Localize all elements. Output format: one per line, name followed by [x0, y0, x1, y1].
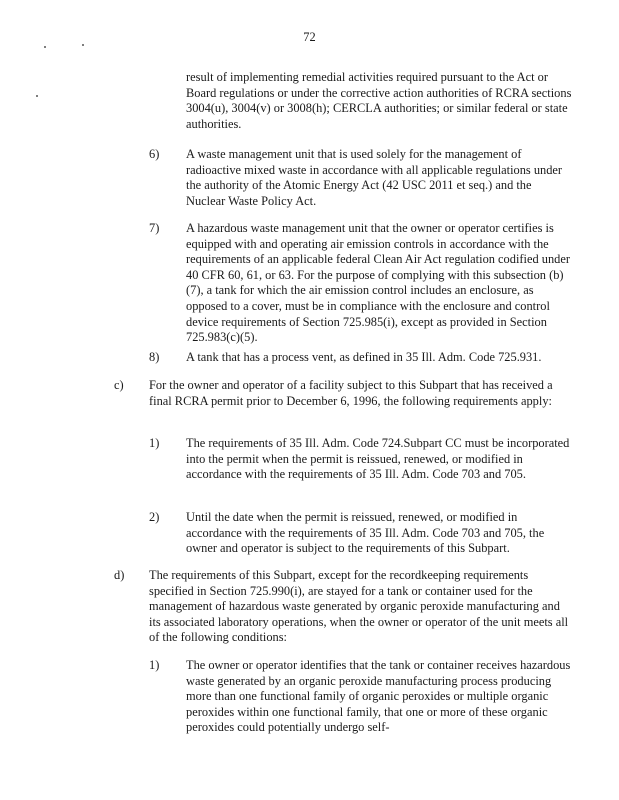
item-marker: 7) [149, 221, 160, 235]
item-text: The requirements of 35 Ill. Adm. Code 724.Subpart CC must be incorporated into the permit when the permit is reissued, renewed, or modified in accordance with the requirements of 35 Ill. Adm. Code 703 and 705. [186, 436, 570, 482]
item-text: A tank that has a process vent, as defined in 35 Ill. Adm. Code 725.931. [186, 350, 542, 364]
item-text: The owner or operator identifies that the tank or container receives hazardous waste generated by an organic peroxide manufacturing process producing more than one functional family of organic peroxides or multiple organic peroxides within one functional family, that one or more of these organic peroxides could potentially undergo self- [186, 658, 571, 735]
scan-speck [36, 95, 38, 97]
item-marker: 6) [149, 147, 160, 161]
section-marker: d) [114, 568, 125, 582]
section-text: The requirements of this Subpart, except for the recordkeeping requirements specified in Section 725.990(i), are stayed for a tank or container used for the management of hazardous waste generated by organic peroxide manufacturing and its associated laboratory operations, when the owner or operator of the unit meets all of the following conditions: [149, 568, 569, 645]
continuation-text: result of implementing remedial activities required pursuant to the Act or Board regulations or under the corrective action authorities of RCRA sections 3004(u), 3004(v) or 3008(h); CERCLA authorities; or similar federal or state authorities. [186, 70, 572, 131]
scan-speck [44, 46, 46, 48]
item-marker: 2) [149, 510, 160, 524]
section-text: For the owner and operator of a facility subject to this Subpart that has received a final RCRA permit prior to December 6, 1996, the following requirements apply: [149, 378, 553, 408]
page-number: 72 [303, 30, 316, 44]
continuation-paragraph [186, 70, 572, 132]
section-marker: c) [114, 378, 124, 392]
item-marker: 1) [149, 436, 160, 450]
item-text: Until the date when the permit is reissued, renewed, or modified in accordance with the requirements of 35 Ill. Adm. Code 703 and 705, the owner and operator is subject to the requirements of this Subpart. [186, 510, 545, 556]
item-marker: 8) [149, 350, 160, 364]
item-text: A hazardous waste management unit that the owner or operator certifies is equipped with and operating air emission controls in accordance with the requirements of an applicable federal Clean Air Act regulation codified under 40 CFR 60, 61, or 63. For the purpose of complying with this subsection (b)(7), a tank for which the air emission control includes an enclosure, as opposed to a cover, must be in compliance with the enclosure and control device requirements of Section 725.985(i), except as provided in Section 725.983(c)(5). [186, 221, 570, 345]
item-text: A waste management unit that is used solely for the management of radioactive mixed waste in accordance with all applicable regulations under the authority of the Atomic Energy Act (42 USC 2011 et seq.) and the Nuclear Waste Policy Act. [186, 147, 563, 208]
item-marker: 1) [149, 658, 160, 672]
